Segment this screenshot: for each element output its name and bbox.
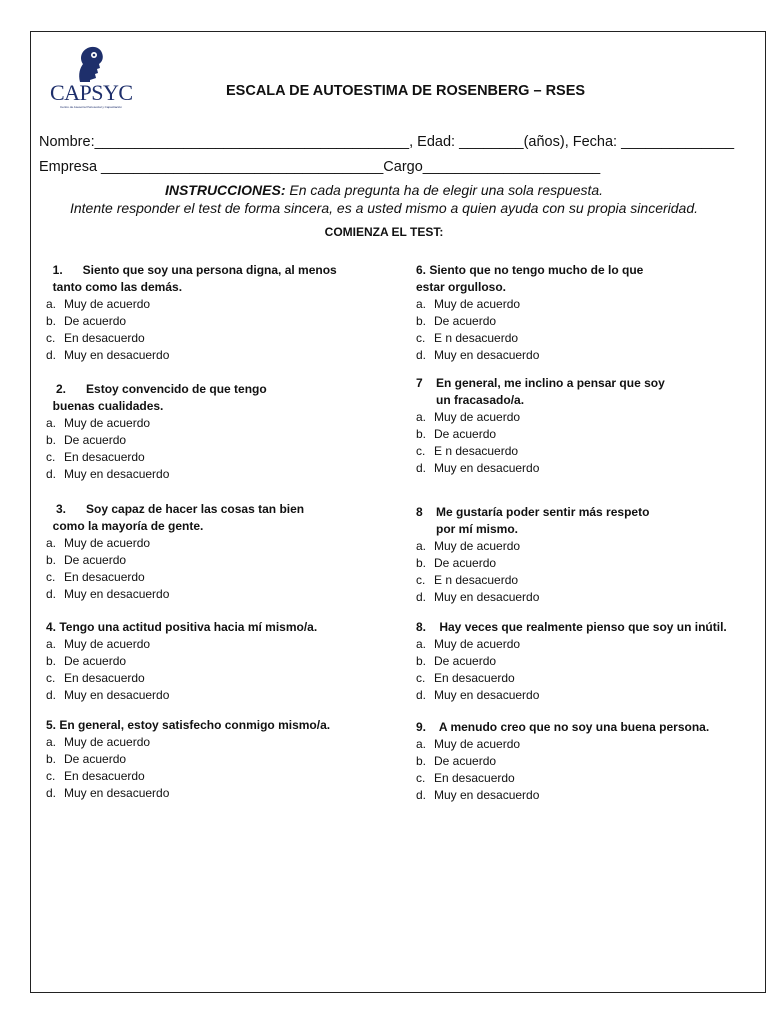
answer-option[interactable]: [46, 296, 337, 313]
option-letter: d.: [46, 688, 57, 702]
start-heading: COMIENZA EL TEST:: [324, 225, 444, 239]
option-label: Muy de acuerdo: [64, 297, 151, 311]
option-letter: a.: [416, 539, 427, 553]
question-left-5: [46, 717, 330, 802]
answer-option[interactable]: [46, 586, 304, 603]
answer-option[interactable]: [416, 787, 709, 804]
question-left-4: [46, 619, 317, 704]
option-letter: b.: [46, 654, 57, 668]
option-letter: c.: [416, 331, 426, 345]
work-info-line: Empresa ___________________________________Cargo______________________: [39, 159, 601, 175]
option-label: Muy en desacuerdo: [434, 590, 540, 604]
option-label: De acuerdo: [64, 553, 127, 567]
option-label: En desacuerdo: [64, 450, 145, 464]
answer-option[interactable]: [416, 538, 649, 555]
question-right-3: [416, 504, 649, 606]
answer-option[interactable]: [416, 426, 665, 443]
question-title: 5. En general, estoy satisfecho conmigo mismo/a.: [46, 718, 331, 732]
question-title: 6. Siento que no tengo mucho de lo que estar orgulloso.: [416, 263, 644, 294]
answer-option[interactable]: [416, 313, 643, 330]
option-label: De acuerdo: [64, 752, 127, 766]
answer-option[interactable]: [416, 443, 665, 460]
option-label: De acuerdo: [434, 754, 497, 768]
option-letter: d.: [46, 467, 57, 481]
option-label: Muy de acuerdo: [434, 539, 521, 553]
instructions-label: INSTRUCCIONES:: [164, 182, 286, 198]
option-label: En desacuerdo: [64, 570, 145, 584]
option-label: En desacuerdo: [434, 771, 515, 785]
option-letter: d.: [46, 348, 57, 362]
answer-option[interactable]: [46, 432, 267, 449]
option-label: Muy en desacuerdo: [434, 688, 540, 702]
answer-option[interactable]: [416, 589, 649, 606]
answer-option[interactable]: [46, 653, 317, 670]
option-label: Muy en desacuerdo: [64, 786, 170, 800]
answer-option[interactable]: [46, 751, 330, 768]
option-label: De acuerdo: [64, 314, 127, 328]
question-title: 9. A menudo creo que no soy una buena persona.: [416, 720, 710, 734]
answer-option[interactable]: [416, 330, 643, 347]
option-letter: d.: [416, 590, 427, 604]
option-letter: c.: [416, 671, 426, 685]
option-label: Muy en desacuerdo: [64, 348, 170, 362]
answer-option[interactable]: [416, 572, 649, 589]
option-letter: b.: [46, 752, 57, 766]
option-letter: a.: [46, 536, 57, 550]
answer-option[interactable]: [46, 670, 317, 687]
option-letter: a.: [416, 297, 427, 311]
option-letter: b.: [416, 314, 427, 328]
option-letter: b.: [46, 314, 57, 328]
option-label: Muy de acuerdo: [434, 297, 521, 311]
answer-option[interactable]: [416, 736, 709, 753]
option-label: De acuerdo: [64, 433, 127, 447]
instructions-line-1: [39, 182, 729, 198]
option-label: E n desacuerdo: [434, 331, 519, 345]
option-label: Muy de acuerdo: [64, 416, 151, 430]
option-label: Muy de acuerdo: [434, 737, 521, 751]
option-label: De acuerdo: [434, 654, 497, 668]
question-title: 2. Estoy convencido de que tengo buenas cualidades.: [52, 382, 267, 413]
option-letter: a.: [46, 297, 57, 311]
option-letter: a.: [46, 637, 57, 651]
instructions-line-2: Intente responder el test de forma sincera, es a usted mismo a quien ayuda con su propia sinceridad.: [69, 200, 699, 216]
answer-option[interactable]: [416, 770, 709, 787]
answer-option[interactable]: [46, 330, 337, 347]
option-letter: d.: [416, 461, 427, 475]
question-right-1: [416, 262, 643, 364]
option-letter: a.: [46, 735, 57, 749]
answer-option[interactable]: [416, 636, 727, 653]
page-title: ESCALA DE AUTOESTIMA DE ROSENBERG – RSES: [226, 83, 586, 99]
option-letter: c.: [46, 570, 56, 584]
question-title: 8 Me gustaría poder sentir más respeto por mí mismo.: [416, 505, 650, 536]
option-letter: a.: [416, 410, 427, 424]
option-letter: d.: [416, 688, 427, 702]
answer-option[interactable]: [416, 409, 665, 426]
question-title: 7 En general, me inclino a pensar que soy un fracasado/a.: [416, 376, 665, 407]
question-left-3: [46, 501, 304, 603]
option-letter: a.: [416, 737, 427, 751]
option-label: E n desacuerdo: [434, 444, 519, 458]
answer-option[interactable]: [416, 653, 727, 670]
option-label: Muy de acuerdo: [434, 410, 521, 424]
option-label: Muy de acuerdo: [64, 637, 151, 651]
option-label: En desacuerdo: [64, 769, 145, 783]
option-letter: b.: [416, 654, 427, 668]
answer-option[interactable]: [416, 296, 643, 313]
option-label: Muy en desacuerdo: [434, 461, 540, 475]
option-label: De acuerdo: [434, 314, 497, 328]
personal-info-line: Nombre:_______________________________________, Edad: ________(años), Fecha: ______________: [39, 134, 735, 150]
option-letter: d.: [46, 587, 57, 601]
answer-option[interactable]: [46, 347, 337, 364]
option-letter: b.: [416, 427, 427, 441]
option-label: De acuerdo: [434, 427, 497, 441]
option-label: Muy de acuerdo: [64, 735, 151, 749]
question-left-2: [46, 381, 267, 483]
answer-option[interactable]: [46, 449, 267, 466]
option-letter: a.: [46, 416, 57, 430]
head-silhouette-icon: [50, 44, 130, 84]
option-letter: b.: [46, 433, 57, 447]
option-letter: c.: [416, 444, 426, 458]
question-right-2: [416, 375, 665, 477]
option-letter: b.: [416, 556, 427, 570]
option-label: Muy de acuerdo: [64, 536, 151, 550]
option-label: En desacuerdo: [64, 331, 145, 345]
answer-option[interactable]: [416, 753, 709, 770]
option-label: De acuerdo: [434, 556, 497, 570]
option-letter: b.: [46, 553, 57, 567]
option-label: Muy de acuerdo: [434, 637, 521, 651]
answer-option[interactable]: [46, 415, 267, 432]
question-title: 4. Tengo una actitud positiva hacia mí mismo/a.: [46, 620, 318, 634]
option-letter: a.: [416, 637, 427, 651]
answer-option[interactable]: [46, 552, 304, 569]
option-letter: c.: [46, 769, 56, 783]
capsyc-logo: [50, 44, 133, 110]
option-letter: d.: [416, 348, 427, 362]
answer-option[interactable]: [416, 347, 643, 364]
answer-option[interactable]: [416, 460, 665, 477]
option-label: Muy en desacuerdo: [434, 348, 540, 362]
answer-option[interactable]: [416, 670, 727, 687]
answer-option[interactable]: [46, 768, 330, 785]
answer-option[interactable]: [46, 569, 304, 586]
answer-option[interactable]: [46, 535, 304, 552]
option-letter: b.: [416, 754, 427, 768]
option-letter: c.: [46, 450, 56, 464]
question-right-5: [416, 719, 709, 804]
option-label: Muy en desacuerdo: [64, 467, 170, 481]
answer-option[interactable]: [46, 636, 317, 653]
answer-option[interactable]: [46, 734, 330, 751]
option-label: Muy en desacuerdo: [64, 587, 170, 601]
option-label: Muy en desacuerdo: [434, 788, 540, 802]
option-label: En desacuerdo: [64, 671, 145, 685]
option-letter: c.: [46, 331, 56, 345]
option-letter: c.: [46, 671, 56, 685]
question-left-1: [46, 262, 337, 364]
option-letter: d.: [416, 788, 427, 802]
option-letter: c.: [416, 771, 426, 785]
answer-option[interactable]: [416, 687, 727, 704]
question-right-4: [416, 619, 727, 704]
logo-tagline: Centro de Asesoría Psicosocial y Capacitación: [59, 105, 123, 109]
option-label: En desacuerdo: [434, 671, 515, 685]
option-label: E n desacuerdo: [434, 573, 519, 587]
logo-wordmark: CAPSYC: [50, 80, 133, 105]
answer-option[interactable]: [416, 555, 649, 572]
option-letter: c.: [416, 573, 426, 587]
answer-option[interactable]: [46, 785, 330, 802]
option-label: De acuerdo: [64, 654, 127, 668]
option-letter: d.: [46, 786, 57, 800]
answer-option[interactable]: [46, 466, 267, 483]
option-label: Muy en desacuerdo: [64, 688, 170, 702]
answer-option[interactable]: [46, 313, 337, 330]
instructions-text-1: En cada pregunta ha de elegir una sola respuesta.: [285, 182, 604, 198]
question-title: 8. Hay veces que realmente pienso que soy un inútil.: [416, 620, 727, 634]
answer-option[interactable]: [46, 687, 317, 704]
question-title: 3. Soy capaz de hacer las cosas tan bien como la mayoría de gente.: [52, 502, 305, 533]
question-title: 1. Siento que soy una persona digna, al menos tanto como las demás.: [52, 263, 337, 294]
